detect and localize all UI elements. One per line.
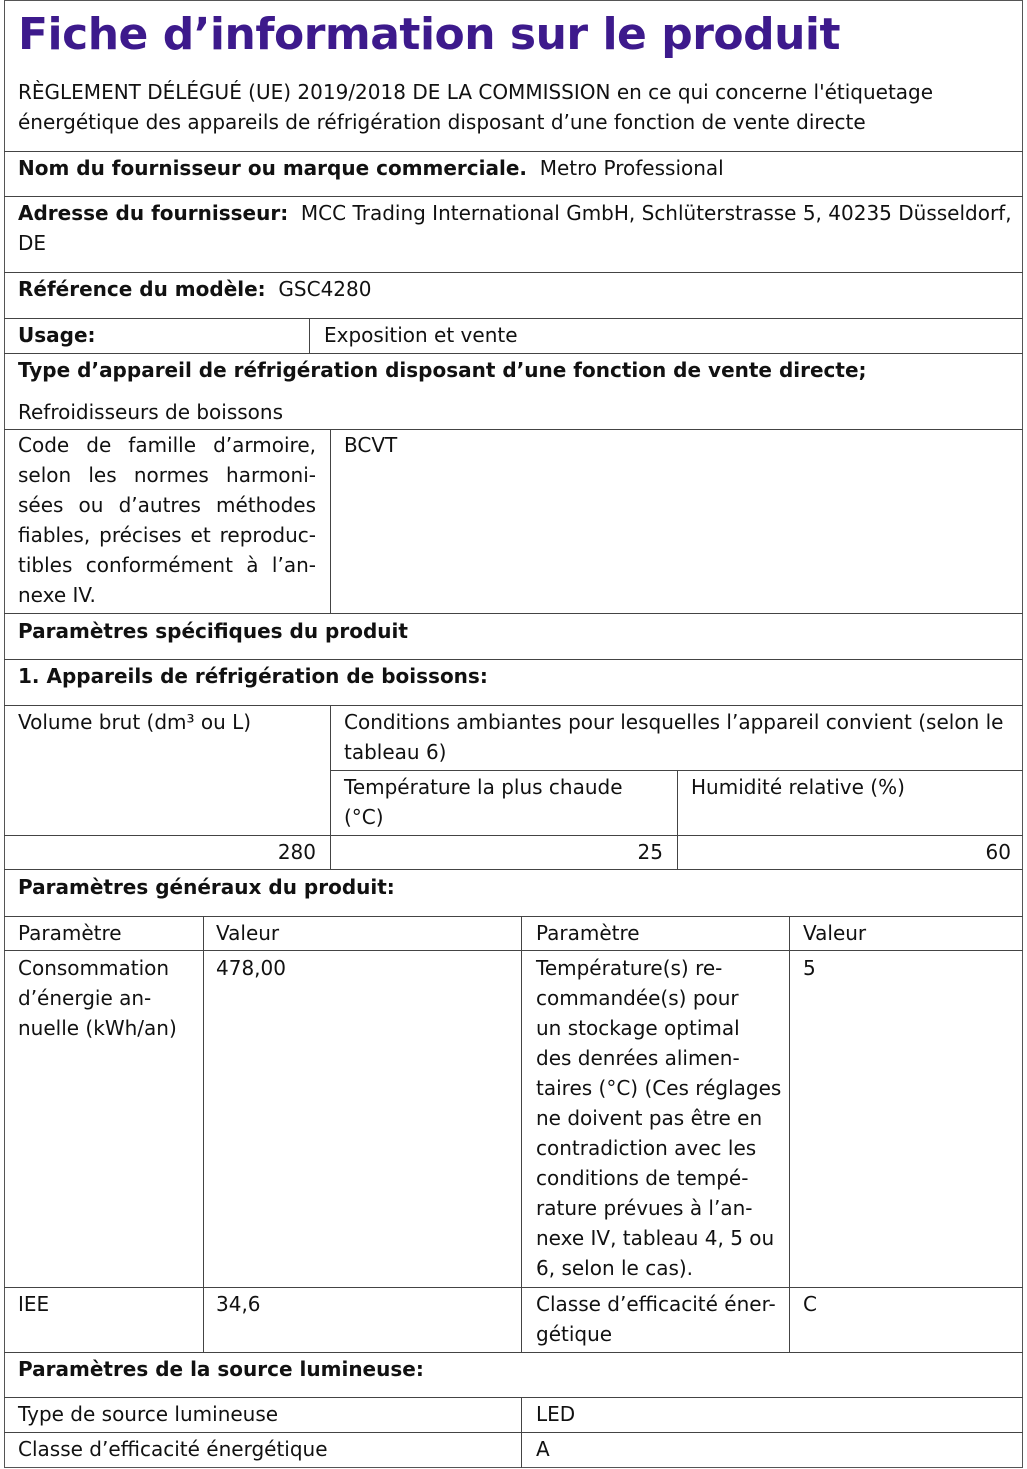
light-source-type-label: Type de source lumineuse <box>18 1402 279 1426</box>
appliance-type-value: Refroidisseurs de boissons <box>18 400 284 424</box>
light-source-type-value: LED <box>536 1402 576 1426</box>
divider <box>4 613 1023 614</box>
recommended-temperature-label: Température(s) re- commandée(s) pour un stockage optimal des denrées alimen- taires (°C) (Ces réglages ne doivent pas être en contradiction avec les conditions de tempé- rature prévues à l’an- nexe IV, tableau 4, 5 ou 6, selon le cas). <box>536 956 782 1280</box>
divider <box>4 835 1023 836</box>
model-row <box>18 274 371 304</box>
divider <box>330 705 331 869</box>
general-params-heading: Paramètres généraux du produit: <box>18 875 395 899</box>
recommended-temperature-value: 5 <box>803 956 816 980</box>
column-header-parameter: Paramètre <box>18 921 122 945</box>
column-header-value: Valeur <box>803 921 867 945</box>
divider <box>309 318 310 353</box>
humidity-value: 60 <box>985 840 1011 864</box>
specific-params-heading: Paramètres spécifiques du produit <box>18 619 408 643</box>
volume-value: 280 <box>277 840 316 864</box>
light-source-class-value: A <box>536 1437 550 1461</box>
energy-class-label: Classe d’efficacité éner- gétique <box>536 1292 776 1346</box>
family-code-label: Code de famille d’armoire, selon les normes harmoni- sées ou d’autres méthodes fiables, précises et reproduc- tibles conformément à l’an- nexe IV. <box>18 433 316 607</box>
temperature-label-cont: (°C) <box>344 805 384 829</box>
regulation-line: RÈGLEMENT DÉLÉGUÉ (UE) 2019/2018 DE LA COMMISSION en ce qui concerne l'étiquetage <box>18 80 934 104</box>
divider <box>4 353 1023 354</box>
divider <box>4 318 1023 319</box>
supplier-address-value: MCC Trading International GmbH, Schlüterstrasse 5, 40235 Düsseldorf, <box>300 201 1012 225</box>
divider <box>4 1397 1023 1398</box>
divider <box>521 916 522 1352</box>
energy-consumption-value: 478,00 <box>216 956 286 980</box>
supplier-name-row <box>18 153 724 183</box>
energy-consumption-label: Consommation d’énergie an- nuelle (kWh/an) <box>18 956 177 1040</box>
divider <box>4 196 1023 197</box>
divider <box>4 272 1023 273</box>
divider <box>4 1352 1023 1353</box>
supplier-address-value-cont: DE <box>18 231 47 255</box>
divider <box>677 770 678 869</box>
divider <box>4 1287 1023 1288</box>
energy-class-value: C <box>803 1292 817 1316</box>
conditions-label: Conditions ambiantes pour lesquelles l’appareil convient (selon le <box>344 710 1004 734</box>
light-source-class-label: Classe d’efficacité énergétique <box>18 1437 328 1461</box>
divider <box>330 429 331 613</box>
model-label: Référence du modèle: <box>18 277 266 301</box>
usage-value: Exposition et vente <box>324 323 518 347</box>
supplier-address-row <box>18 198 1012 228</box>
divider <box>203 916 204 1352</box>
divider <box>4 916 1023 917</box>
beverage-coolers-heading: 1. Appareils de réfrigération de boissons: <box>18 664 488 688</box>
family-code-value: BCVT <box>344 433 398 457</box>
column-header-parameter: Paramètre <box>536 921 640 945</box>
divider <box>4 1432 1023 1433</box>
humidity-label: Humidité relative (%) <box>691 775 905 799</box>
conditions-label-cont: tableau 6) <box>344 740 447 764</box>
appliance-type-label: Type d’appareil de réfrigération disposant d’une fonction de vente directe; <box>18 358 867 382</box>
supplier-address-label: Adresse du fournisseur: <box>18 201 289 225</box>
light-source-heading: Paramètres de la source lumineuse: <box>18 1357 424 1381</box>
usage-label: Usage: <box>18 323 96 347</box>
volume-label: Volume brut (dm³ ou L) <box>18 710 252 734</box>
model-value: GSC4280 <box>278 277 372 301</box>
divider <box>4 659 1023 660</box>
eei-value: 34,6 <box>216 1292 261 1316</box>
eei-label: IEE <box>18 1292 50 1316</box>
supplier-name-value: Metro Professional <box>539 156 724 180</box>
temperature-label: Température la plus chaude <box>344 775 623 799</box>
page-title: Fiche d’information sur le produit <box>18 9 841 60</box>
temperature-value: 25 <box>637 840 663 864</box>
divider <box>4 151 1023 152</box>
divider <box>789 916 790 1352</box>
divider <box>4 950 1023 951</box>
divider <box>521 1397 522 1468</box>
supplier-name-label: Nom du fournisseur ou marque commerciale. <box>18 156 528 180</box>
regulation-line: énergétique des appareils de réfrigération disposant d’une fonction de vente directe <box>18 110 866 134</box>
column-header-value: Valeur <box>216 921 280 945</box>
divider <box>4 705 1023 706</box>
divider <box>4 869 1023 870</box>
